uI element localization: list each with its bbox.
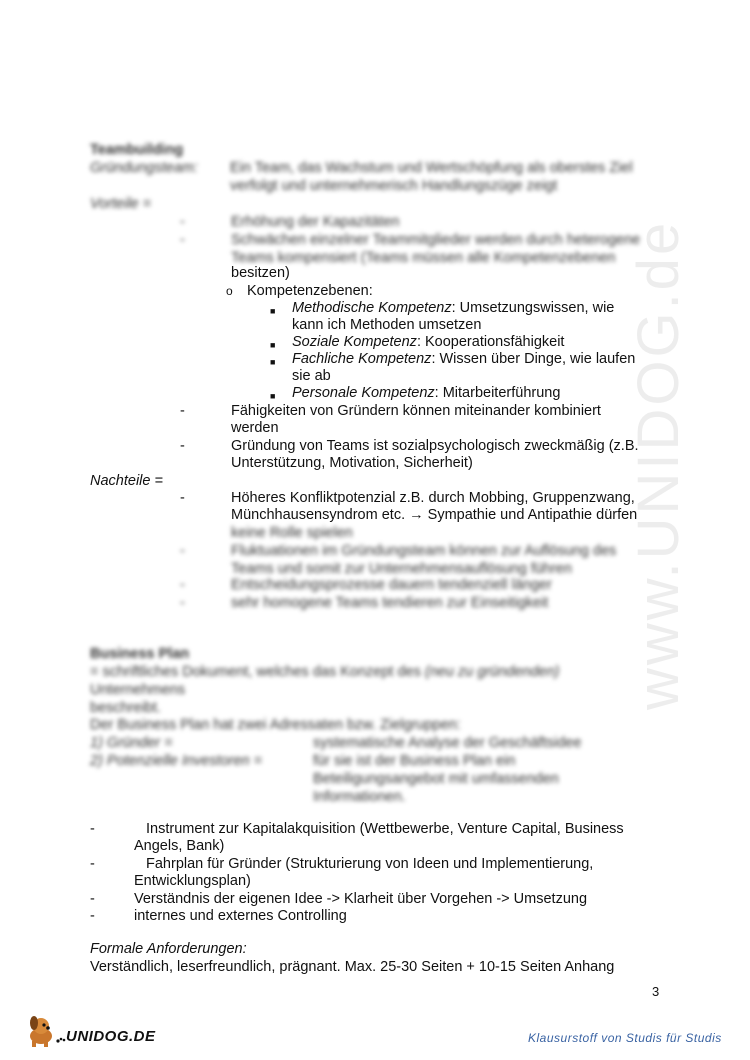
nachteil-text-cont: keine Rolle spielen — [231, 525, 353, 541]
square-bullet: ■ — [270, 306, 276, 316]
dash-bullet: - — [180, 595, 185, 611]
businessplan-item-text: Instrument zur Kapitalakquisition (Wettbewerbe, Venture Capital, Business — [146, 821, 624, 837]
adressat2-text-line1: für sie ist der Business Plan ein — [313, 753, 516, 769]
page-number: 3 — [652, 984, 660, 999]
gruendungsteam-label: Gründungsteam: — [90, 160, 199, 176]
vorteile-label: Vorteile = — [90, 196, 152, 212]
section-heading-businessplan: Business Plan — [90, 646, 190, 662]
adressat1-text: systematische Analyse der Geschäftsidee — [313, 735, 582, 751]
dash-bullet: - — [180, 543, 185, 559]
kompetenz-term: Fachliche Kompetenz — [292, 351, 432, 367]
kompetenz-term: Personale Kompetenz — [292, 385, 435, 401]
nachteil-text: sehr homogene Teams tendieren zur Einseitigkeit — [231, 595, 549, 611]
dash-bullet: - — [180, 403, 185, 419]
kompetenz-text: : Wissen über Dinge, wie laufen — [431, 351, 636, 367]
footer-tagline: Klausurstoff von Studis für Studis — [528, 1031, 722, 1045]
businessplan-item — [90, 821, 624, 838]
nachteile-label: Nachteile = — [90, 473, 163, 489]
businessplan-item-text: internes und externes Controlling — [134, 908, 347, 924]
dash-bullet: - — [90, 821, 95, 837]
adressat1-label: 1) Gründer = — [90, 735, 173, 751]
definition-italic: (neu zu gründenden) — [424, 664, 560, 680]
vorteil-text: Fähigkeiten von Gründern können miteinander kombiniert — [231, 403, 601, 419]
nachteil-text: Höheres Konfliktpotenzial z.B. durch Mobbing, Gruppenzwang, — [231, 490, 635, 506]
businessplan-item — [90, 891, 588, 908]
vorteil-text-cont: Teams kompensiert (Teams müssen alle Kompetenzebenen — [231, 250, 616, 266]
dash-bullet: - — [180, 438, 185, 454]
businessplan-item — [90, 856, 594, 873]
kompetenz-text-cont: sie ab — [292, 368, 331, 384]
businessplan-definition-line3: beschreibt. — [90, 700, 161, 716]
circle-bullet: o — [226, 284, 233, 298]
dash-bullet: - — [180, 232, 185, 248]
kompetenz-text: : Mitarbeiterführung — [434, 385, 561, 401]
adressat2-text-line3: Informationen. — [313, 789, 406, 805]
dash-bullet: - — [90, 891, 95, 907]
kompetenzebenen-label: Kompetenzebenen: — [247, 283, 373, 299]
watermark: www.UNIDOG.de — [626, 219, 691, 710]
vorteil-text: Gründung von Teams ist sozialpsychologisch zweckmäßig (z.B. — [231, 438, 639, 454]
businessplan-definition-line2: Unternehmens — [90, 682, 186, 698]
vorteil-text: Schwächen einzelner Teammitglieder werden durch heterogene — [231, 232, 641, 248]
square-bullet: ■ — [270, 340, 276, 350]
formal-requirements-heading: Formale Anforderungen: — [90, 941, 247, 957]
nachteil-text-cont: Münchhausensyndrom etc. → Sympathie und Antipathie dürfen — [231, 507, 638, 523]
definition-text: = schriftliches Dokument, welches das Konzept des — [90, 664, 425, 680]
section-heading-teambuilding: Teambuilding — [90, 142, 184, 158]
dash-bullet: - — [180, 214, 185, 230]
businessplan-item-cont: Angels, Bank) — [134, 838, 225, 854]
kompetenz-text: : Umsetzungswissen, wie — [451, 300, 615, 316]
dash-bullet: - — [90, 856, 95, 872]
kompetenz-term: Methodische Kompetenz — [292, 300, 452, 316]
vorteil-text-cont: Unterstützung, Motivation, Sicherheit) — [231, 455, 473, 471]
adressat2-text-line2: Beteiligungsangebot mit umfassenden — [313, 771, 559, 787]
adressaten-text: Der Business Plan hat zwei Adressaten bzw. Zielgruppen: — [90, 717, 461, 733]
gruendungsteam-text-line2: verfolgt und unternehmerisch Handlungszüge zeigt — [230, 178, 558, 194]
vorteil-text-cont: werden — [231, 420, 279, 436]
square-bullet: ■ — [270, 391, 276, 401]
adressat2-label: 2) Potenzielle Investoren = — [90, 753, 263, 769]
vorteil-text-cont: besitzen) — [231, 265, 290, 281]
businessplan-item — [90, 908, 347, 925]
dash-bullet: - — [180, 490, 185, 506]
nachteil-text-cont: Teams und somit zur Unternehmensauflösung führen — [231, 561, 572, 577]
unidog-logo — [24, 1014, 156, 1054]
nachteil-text: Entscheidungsprozesse dauern tendenziell länger — [231, 577, 552, 593]
businessplan-item-text: Verständnis der eigenen Idee -> Klarheit über Vorgehen -> Umsetzung — [134, 891, 588, 907]
dash-bullet: - — [90, 908, 95, 924]
formal-requirements-text: Verständlich, leserfreundlich, prägnant. Max. 25-30 Seiten + 10-15 Seiten Anhang — [90, 959, 615, 975]
dash-bullet: - — [180, 577, 185, 593]
kompetenz-term: Soziale Kompetenz — [292, 334, 417, 350]
gruendungsteam-text-line1: Ein Team, das Wachstum und Wertschöpfung als oberstes Ziel — [230, 160, 633, 176]
kompetenz-text: : Kooperationsfähigkeit — [416, 334, 565, 350]
businessplan-item-cont: Entwicklungsplan) — [134, 873, 251, 889]
nachteil-text: Fluktuationen im Gründungsteam können zur Auflösung des — [231, 543, 617, 559]
logo-text: UNIDOG.DE — [66, 1028, 156, 1045]
businessplan-item-text: Fahrplan für Gründer (Strukturierung von Ideen und Implementierung, — [146, 856, 594, 872]
businessplan-definition-line1 — [90, 664, 560, 681]
vorteil-text: Erhöhung der Kapazitäten — [231, 214, 400, 230]
kompetenz-text-cont: kann ich Methoden umsetzen — [292, 317, 482, 333]
square-bullet: ■ — [270, 357, 276, 367]
